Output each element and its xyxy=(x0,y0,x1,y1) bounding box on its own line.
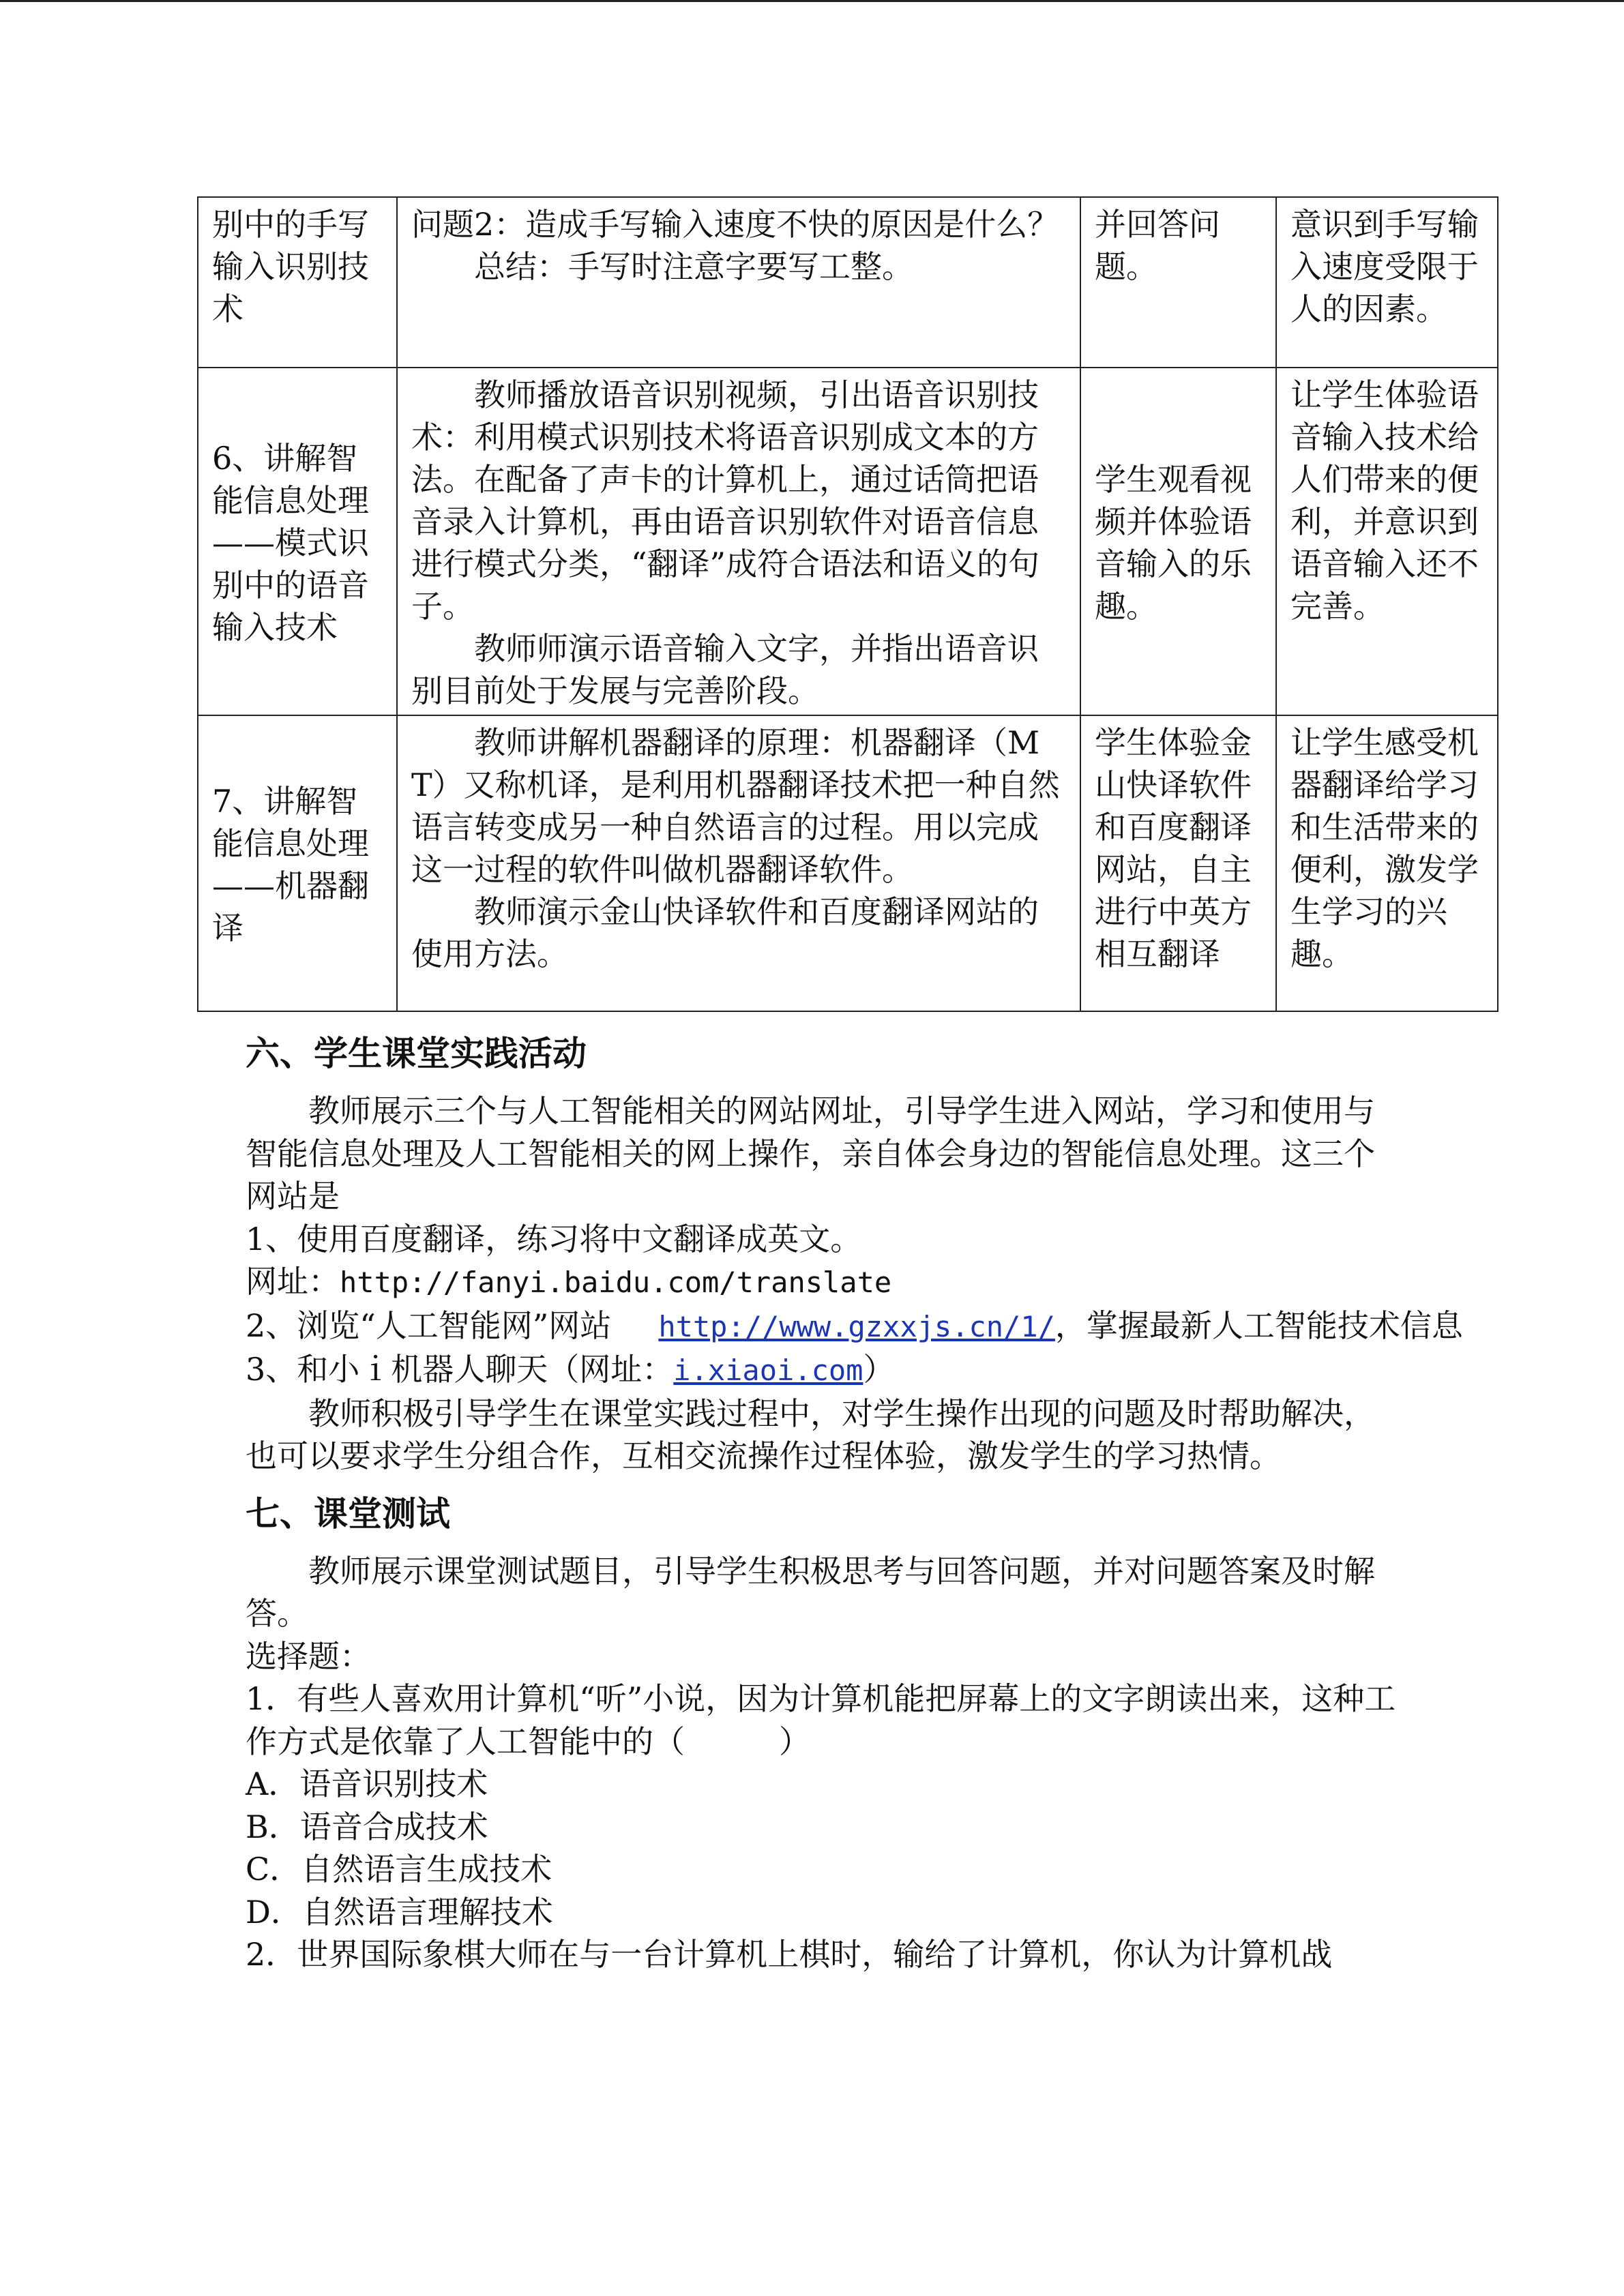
intent-text: 意识到手写输入速度受限于人的因素。 xyxy=(1290,206,1479,327)
list-item-text: 2、浏览“人工智能网”网站 xyxy=(246,1307,612,1344)
design-intent-cell xyxy=(1276,715,1498,1011)
intent-text: 让学生感受机器翻译给学习和生活带来的便利，激发学生学习的兴趣。 xyxy=(1290,724,1479,972)
teacher-paragraph: 教师播放语音识别视频，引出语音识别技术：利用模式识别技术将语音识别成文本的方法。在配备了声卡的计算机上，通过话筒把语音录入计算机，再由语音识别软件对语音信息进行模式分类，“翻译”成符合语法和语义的句子。 xyxy=(411,376,1040,625)
student-activity-cell xyxy=(1080,715,1276,1011)
paragraph: 教师积极引导学生在课堂实践过程中，对学生操作出现的问题及时帮助解决，也可以要求学生分组合作，互相交流操作过程体验，激发学生的学习热情。 xyxy=(246,1395,1375,1474)
topic-cell xyxy=(198,197,397,368)
list-item-text: 3、和小ｉ机器人聊天（网址： xyxy=(246,1351,674,1388)
intent-text: 让学生体验语音输入技术给人们带来的便利，并意识到语音输入还不完善。 xyxy=(1290,376,1479,625)
topic-text: 别中的手写输入识别技术 xyxy=(212,206,369,327)
student-text: 并回答问题。 xyxy=(1095,206,1220,285)
list-item-text: ，掌握最新人工智能技术信息 xyxy=(1054,1307,1463,1344)
question-type-label: 选择题： xyxy=(246,1637,371,1675)
teacher-paragraph: 教师演示金山快译软件和百度翻译网站的使用方法。 xyxy=(411,893,1039,972)
table-row xyxy=(198,715,1498,1011)
teacher-activity-cell xyxy=(397,715,1080,1011)
student-activity-cell xyxy=(1080,197,1276,368)
list-item: 1、使用百度翻译，练习将中文翻译成英文。 xyxy=(246,1220,862,1257)
answer-option: D．自然语言理解技术 xyxy=(246,1893,553,1930)
topic-cell xyxy=(198,715,397,1011)
answer-option: A．语音识别技术 xyxy=(246,1765,488,1802)
question: 2．世界国际象棋大师在与一台计算机上棋时，输给了计算机，你认为计算机战 xyxy=(246,1936,1333,1973)
teacher-paragraph: 教师师演示语音输入文字，并指出语音识别目前处于发展与完善阶段。 xyxy=(411,630,1039,709)
website-link[interactable]: i.xiaoi.com xyxy=(673,1354,863,1387)
document-body xyxy=(246,1027,1463,1976)
answer-option: C．自然语言生成技术 xyxy=(246,1851,552,1888)
page-top-border xyxy=(0,0,1624,2)
website-link[interactable]: http://www.gzxxjs.cn/1/ xyxy=(658,1309,1055,1343)
teacher-paragraph: 总结：手写时注意字要写工整。 xyxy=(474,248,913,285)
teacher-paragraph: 问题2：造成手写输入速度不快的原因是什么？ xyxy=(411,206,1059,243)
table-row xyxy=(198,368,1498,715)
lesson-plan-table xyxy=(197,196,1498,1012)
paragraph: 教师展示课堂测试题目，引导学生积极思考与回答问题，并对问题答案及时解答。 xyxy=(246,1552,1375,1632)
teacher-paragraph: 教师讲解机器翻译的原理：机器翻译（MT）又称机译，是利用机器翻译技术把一种自然语言转变成另一种自然语言的过程。用以完成这一过程的软件叫做机器翻译软件。 xyxy=(411,724,1060,888)
answer-option: B．语音合成技术 xyxy=(246,1808,488,1845)
question: 1．有些人喜欢用计算机“听”小说，因为计算机能把屏幕上的文字朗读出来，这种工作方式是依靠了人工智能中的（ ） xyxy=(246,1680,1396,1760)
list-item xyxy=(246,1348,1398,1392)
section-heading: 六、学生课堂实践活动 xyxy=(246,1034,587,1073)
url-text: http://fanyi.baidu.com/translate xyxy=(340,1266,892,1299)
list-item-text: ） xyxy=(863,1351,895,1388)
url-label: 网址： xyxy=(246,1263,340,1300)
design-intent-cell xyxy=(1276,197,1498,368)
topic-text: 6、讲解智能信息处理——模式识别中的语音输入技术 xyxy=(212,440,369,646)
topic-cell xyxy=(198,368,397,715)
student-activity-cell xyxy=(1080,368,1276,715)
teacher-activity-cell xyxy=(397,368,1080,715)
list-item xyxy=(246,1304,1463,1349)
list-item xyxy=(246,1260,1398,1304)
design-intent-cell xyxy=(1276,368,1498,715)
section-heading: 七、课堂测试 xyxy=(246,1493,450,1534)
paragraph: 教师展示三个与人工智能相关的网站网址，引导学生进入网站，学习和使用与智能信息处理及人工智能相关的网上操作，亲自体会身边的智能信息处理。这三个网站是 xyxy=(246,1092,1375,1214)
teacher-activity-cell xyxy=(397,197,1080,368)
table-row xyxy=(198,197,1498,368)
topic-text: 7、讲解智能信息处理——机器翻译 xyxy=(212,783,369,946)
student-text: 学生体验金山快译软件和百度翻译网站，自主进行中英方相互翻译 xyxy=(1095,724,1252,972)
student-text: 学生观看视频并体验语音输入的乐趣。 xyxy=(1095,461,1252,625)
